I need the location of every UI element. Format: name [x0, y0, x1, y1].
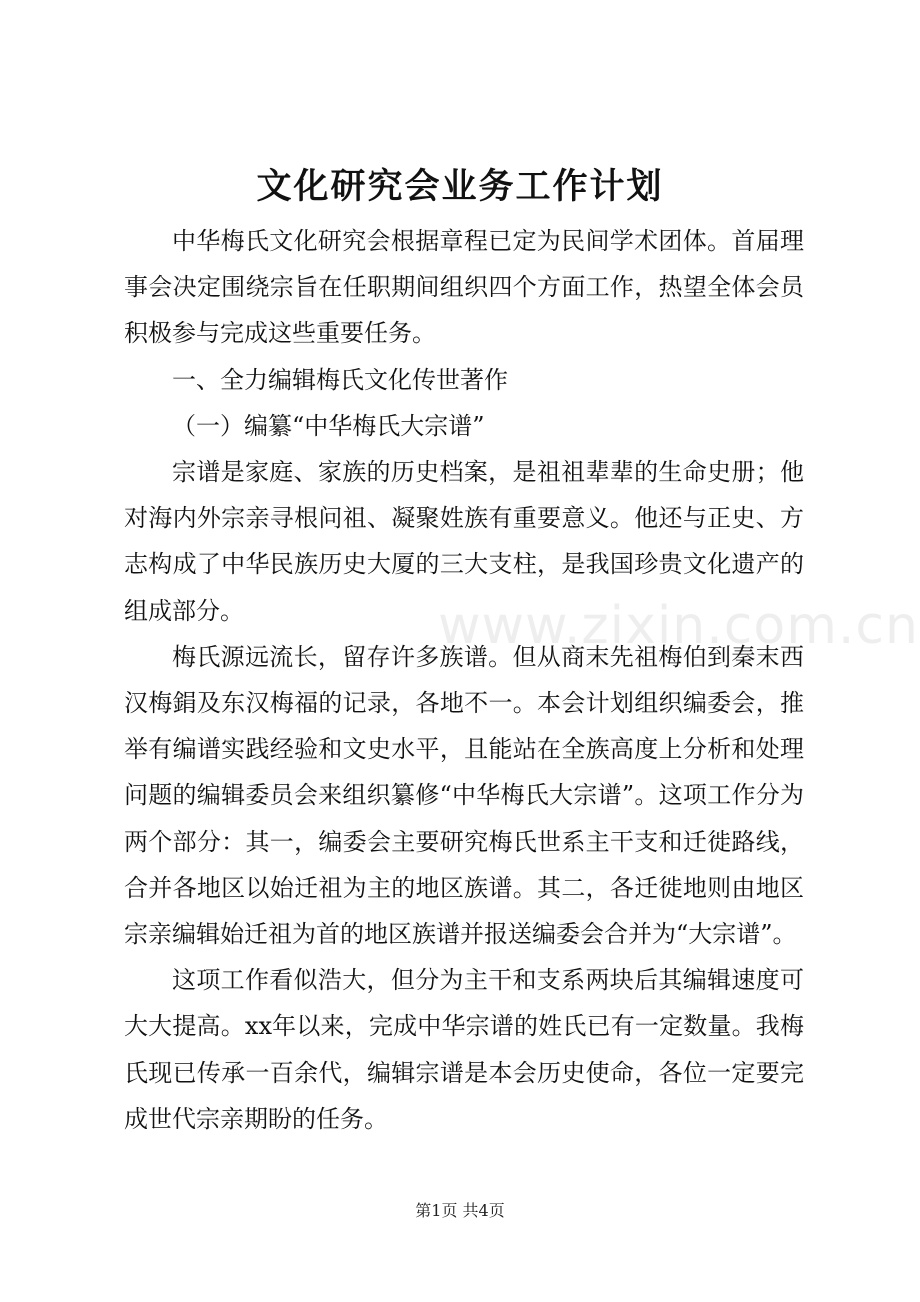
document-body	[124, 218, 804, 1142]
paragraph-intro: 中华梅氏文化研究会根据章程已定为民间学术团体。首届理事会决定围绕宗旨在任职期间组织四个方面工作，热望全体会员积极参与完成这些重要任务。	[124, 227, 804, 348]
subsection-heading-1: （一）编纂“中华梅氏大宗谱”	[172, 411, 485, 440]
watermark-text: www.zixin.com.cn	[438, 596, 919, 656]
paragraph-genealogy-meaning: 宗谱是家庭、家族的历史档案，是祖祖辈辈的生命史册；他对海内外宗亲寻根问祖、凝聚姓族有重要意义。他还与正史、方志构成了中华民族历史大厦的三大支柱，是我国珍贵文化遗产的组成部分。	[124, 458, 804, 625]
page-footer: 第1页 共4页	[415, 1201, 505, 1220]
paragraph-genealogy-plan: 梅氏源远流长，留存许多族谱。但从商末先祖梅伯到秦末西汉梅鋗及东汉梅福的记录，各地不一。本会计划组织编委会，推举有编谱实践经验和文史水平，且能站在全族高度上分析和处理问题的编辑委员会来组织纂修“中华梅氏大宗谱”。这项工作分为两个部分：其一，编委会主要研究梅氏世系主干支和迁徙路线，合并各地区以始迁祖为主的地区族谱。其二，各迁徙地则由地区宗亲编辑始迁祖为首的地区族谱并报送编委会合并为“大宗谱”。	[124, 642, 804, 949]
paragraph-work-progress: 这项工作看似浩大，但分为主干和支系两块后其编辑速度可大大提高。xx年以来，完成中华宗谱的姓氏已有一定数量。我梅氏现已传承一百余代，编辑宗谱是本会历史使命，各位一定要完成世代宗亲期盼的任务。	[124, 966, 804, 1133]
section-heading-1: 一、全力编辑梅氏文化传世著作	[172, 365, 508, 394]
document-title: 文化研究会业务工作计划	[256, 166, 664, 207]
